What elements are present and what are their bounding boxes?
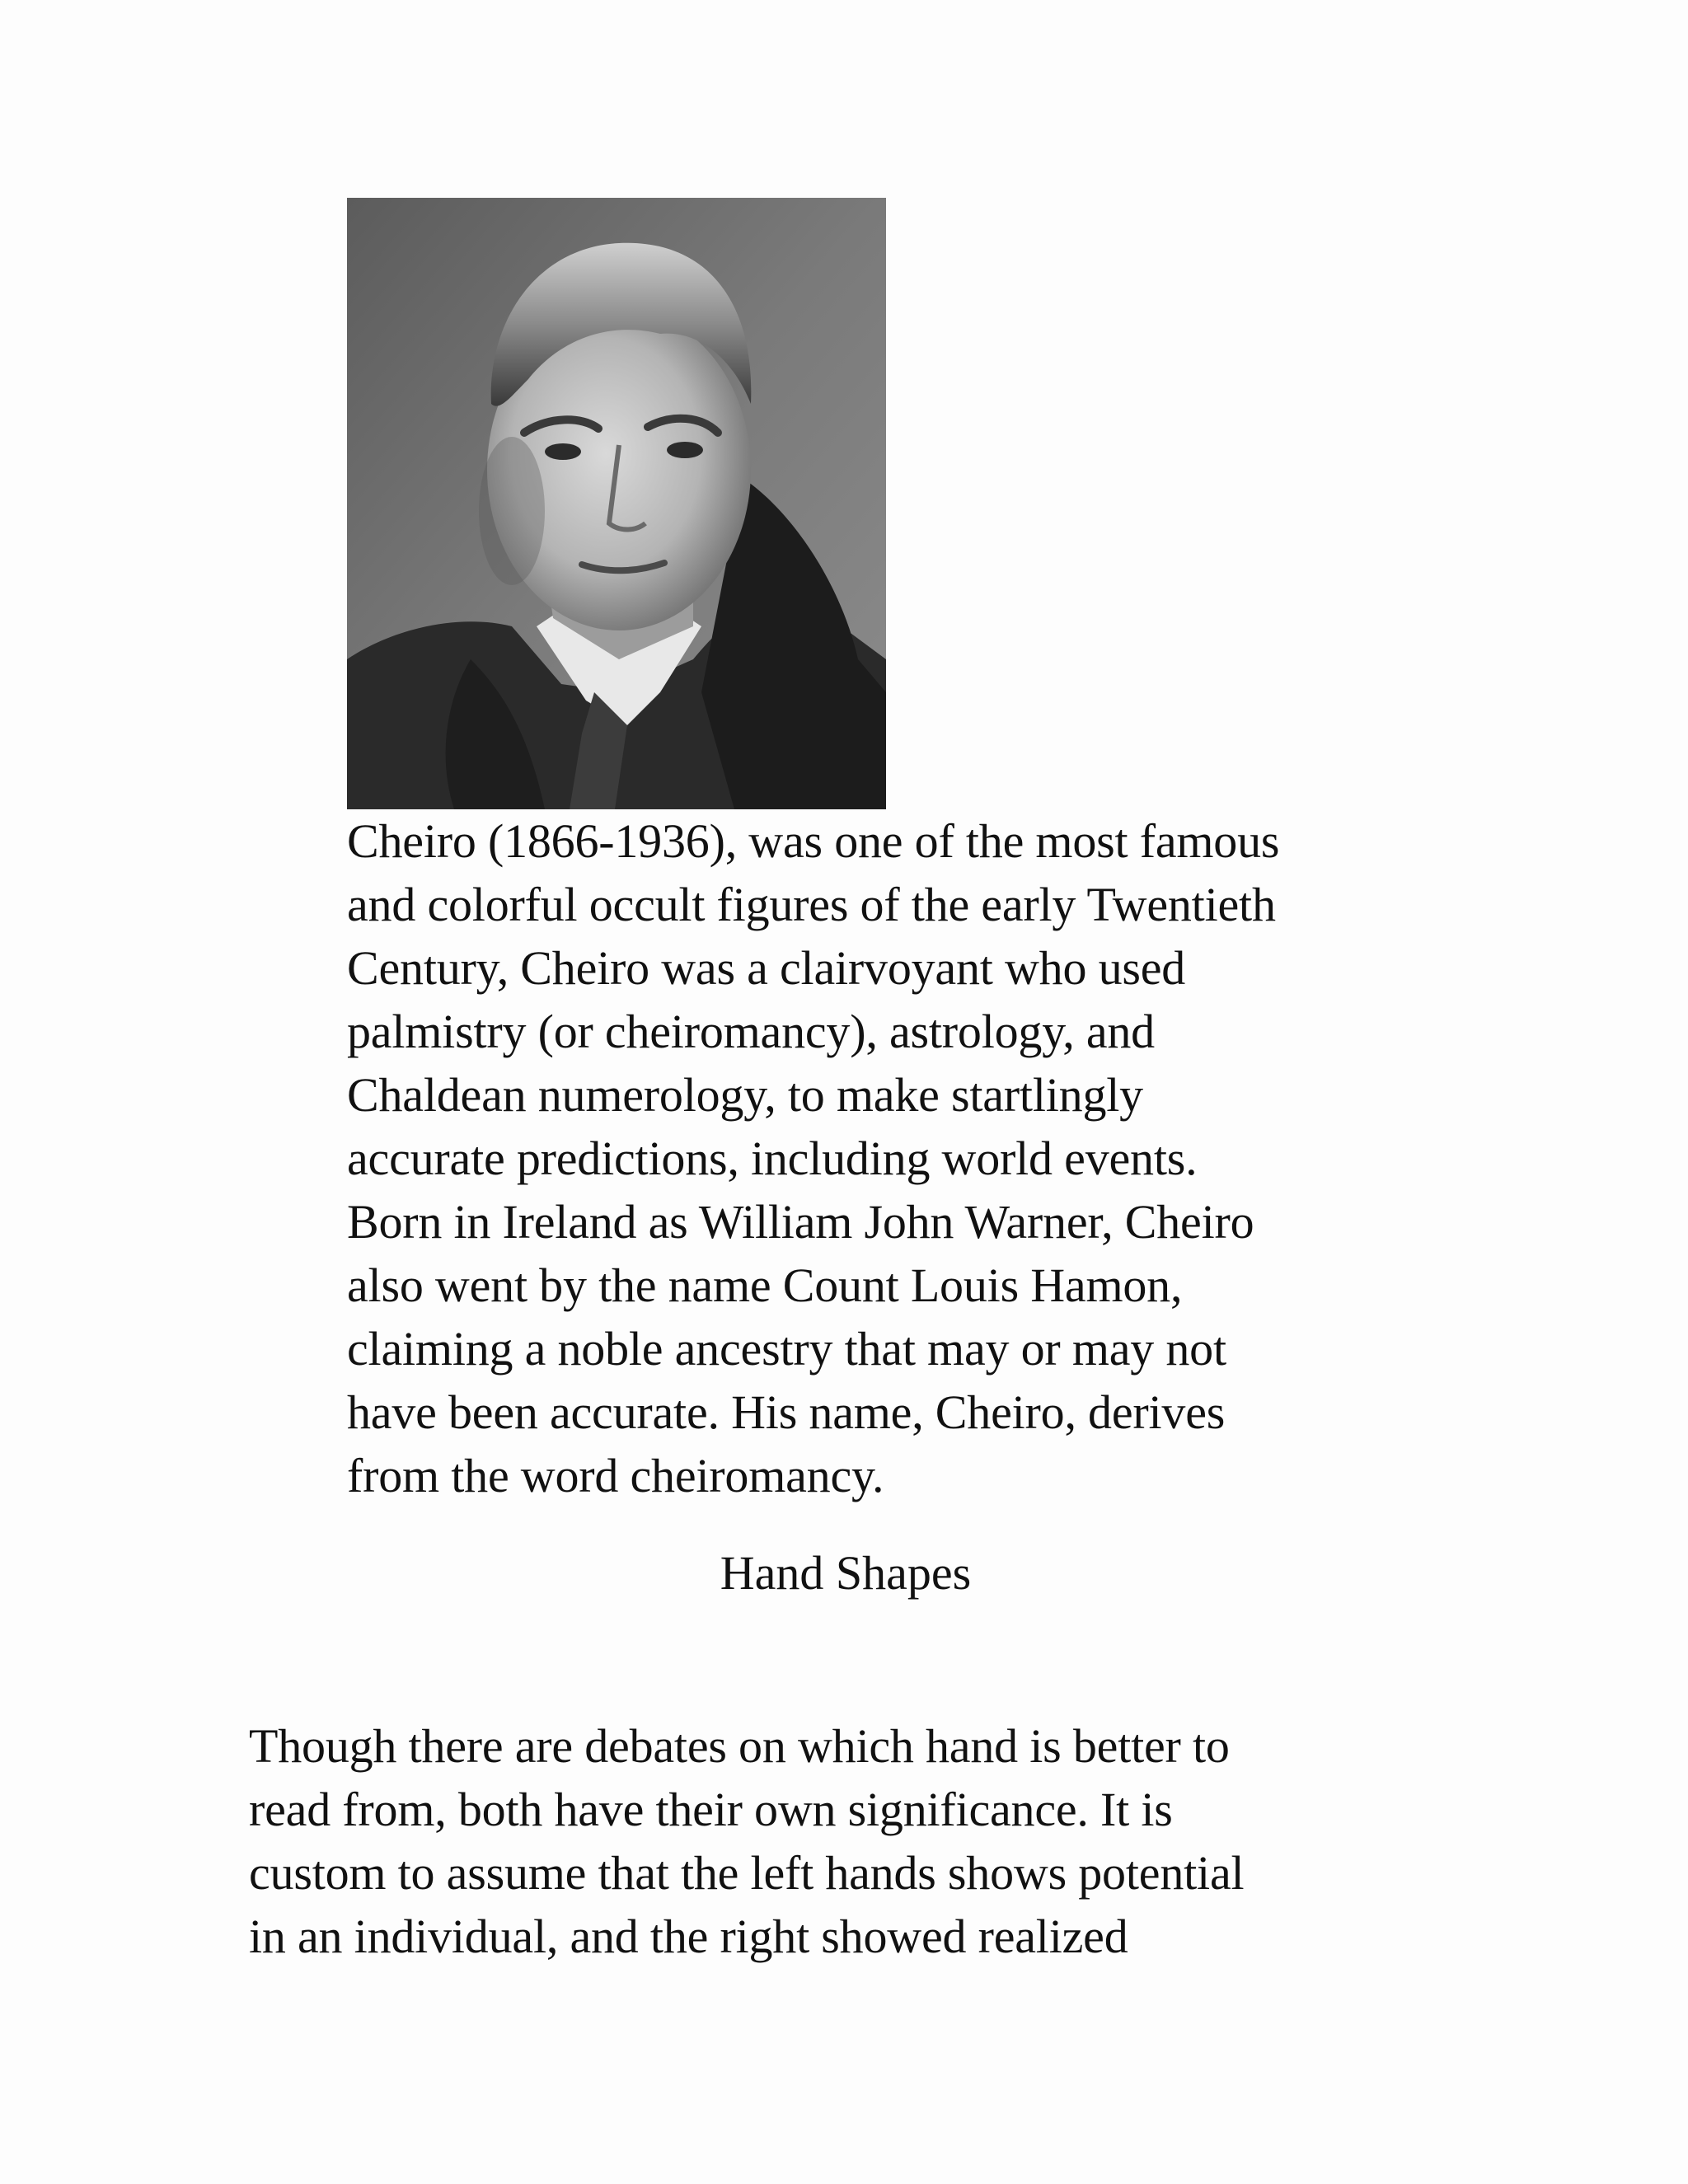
portrait-illustration — [347, 198, 886, 809]
portrait-caption: Cheiro (1866-1936), was one of the most famous and colorful occult figures of the early Twentieth Century, Cheiro was a clairvoyant who used palmistry (or cheiromancy), astrology, and Chaldean numerology, to make startlingly accurate predictions, including world events. Born in Ireland as William John Warner, Cheiro also went by the name Count Louis Hamon, claiming a noble ancestry that may or may not have been accurate. His name, Cheiro, derives from the word cheiromancy. — [347, 814, 1280, 1502]
section-heading-text: Hand Shapes — [720, 1546, 972, 1600]
portrait-photo — [347, 198, 886, 809]
body-paragraph: Though there are debates on which hand is better to read from, both have their own significance. It is custom to assume that the left hands shows potential in an individual, and the right showed realized — [249, 1719, 1245, 1963]
section-heading — [0, 1541, 1688, 1605]
